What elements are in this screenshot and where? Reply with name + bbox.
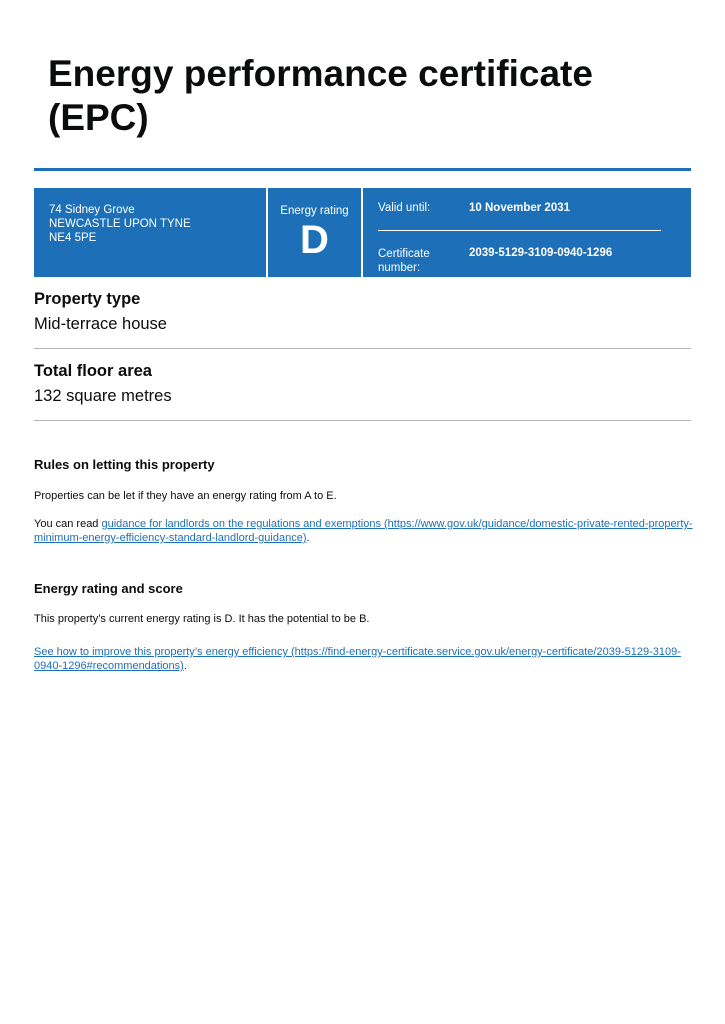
address-line-2: NEWCASTLE UPON TYNE bbox=[49, 218, 191, 230]
energy-rating-box bbox=[268, 188, 363, 277]
energy-rating-letter: D bbox=[300, 218, 329, 262]
improve-paragraph bbox=[34, 645, 694, 673]
certificate-number-value: 2039-5129-3109-0940-1296 bbox=[469, 247, 613, 259]
certificate-number-label: Certificate number: bbox=[378, 248, 430, 274]
guidance-suffix: . bbox=[306, 532, 310, 544]
floor-area-value: 132 square metres bbox=[34, 387, 172, 405]
title-divider bbox=[34, 168, 691, 171]
property-address bbox=[34, 188, 268, 277]
letting-guidance-paragraph bbox=[34, 517, 694, 545]
landlord-guidance-link[interactable]: guidance for landlords on the regulations and exemptions (https://www.gov.uk/guidance/domestic-private-rented-property-minimum-energy-efficiency-standard-landlord-guidance) bbox=[34, 518, 693, 544]
certificate-summary bbox=[34, 188, 691, 277]
improve-efficiency-link[interactable]: See how to improve this property’s energy efficiency (https://find-energy-certificate.service.gov.uk/energy-certificate/2039-5129-3109-0940-1296#recommendations) bbox=[34, 646, 681, 672]
address-line-1: 74 Sidney Grove bbox=[49, 204, 135, 216]
section-divider bbox=[34, 420, 691, 421]
address-line-3: NE4 5PE bbox=[49, 232, 97, 244]
certificate-meta bbox=[363, 188, 691, 277]
floor-area-heading: Total floor area bbox=[34, 362, 152, 380]
valid-until-label: Valid until: bbox=[378, 202, 431, 214]
valid-until-value: 10 November 2031 bbox=[469, 202, 571, 214]
score-paragraph: This property’s current energy rating is D. It has the potential to be B. bbox=[34, 613, 370, 625]
letting-heading: Rules on letting this property bbox=[34, 457, 215, 472]
meta-divider bbox=[378, 230, 661, 231]
section-divider bbox=[34, 348, 691, 349]
improve-suffix: . bbox=[183, 660, 187, 672]
letting-paragraph: Properties can be let if they have an energy rating from A to E. bbox=[34, 490, 337, 502]
energy-rating-label: Energy rating bbox=[280, 205, 349, 217]
property-type-value: Mid-terrace house bbox=[34, 315, 167, 333]
property-type-heading: Property type bbox=[34, 290, 141, 308]
page-title: Energy performance certificate (EPC) bbox=[48, 53, 593, 138]
guidance-prefix: You can read bbox=[34, 518, 102, 530]
score-heading: Energy rating and score bbox=[34, 581, 183, 596]
